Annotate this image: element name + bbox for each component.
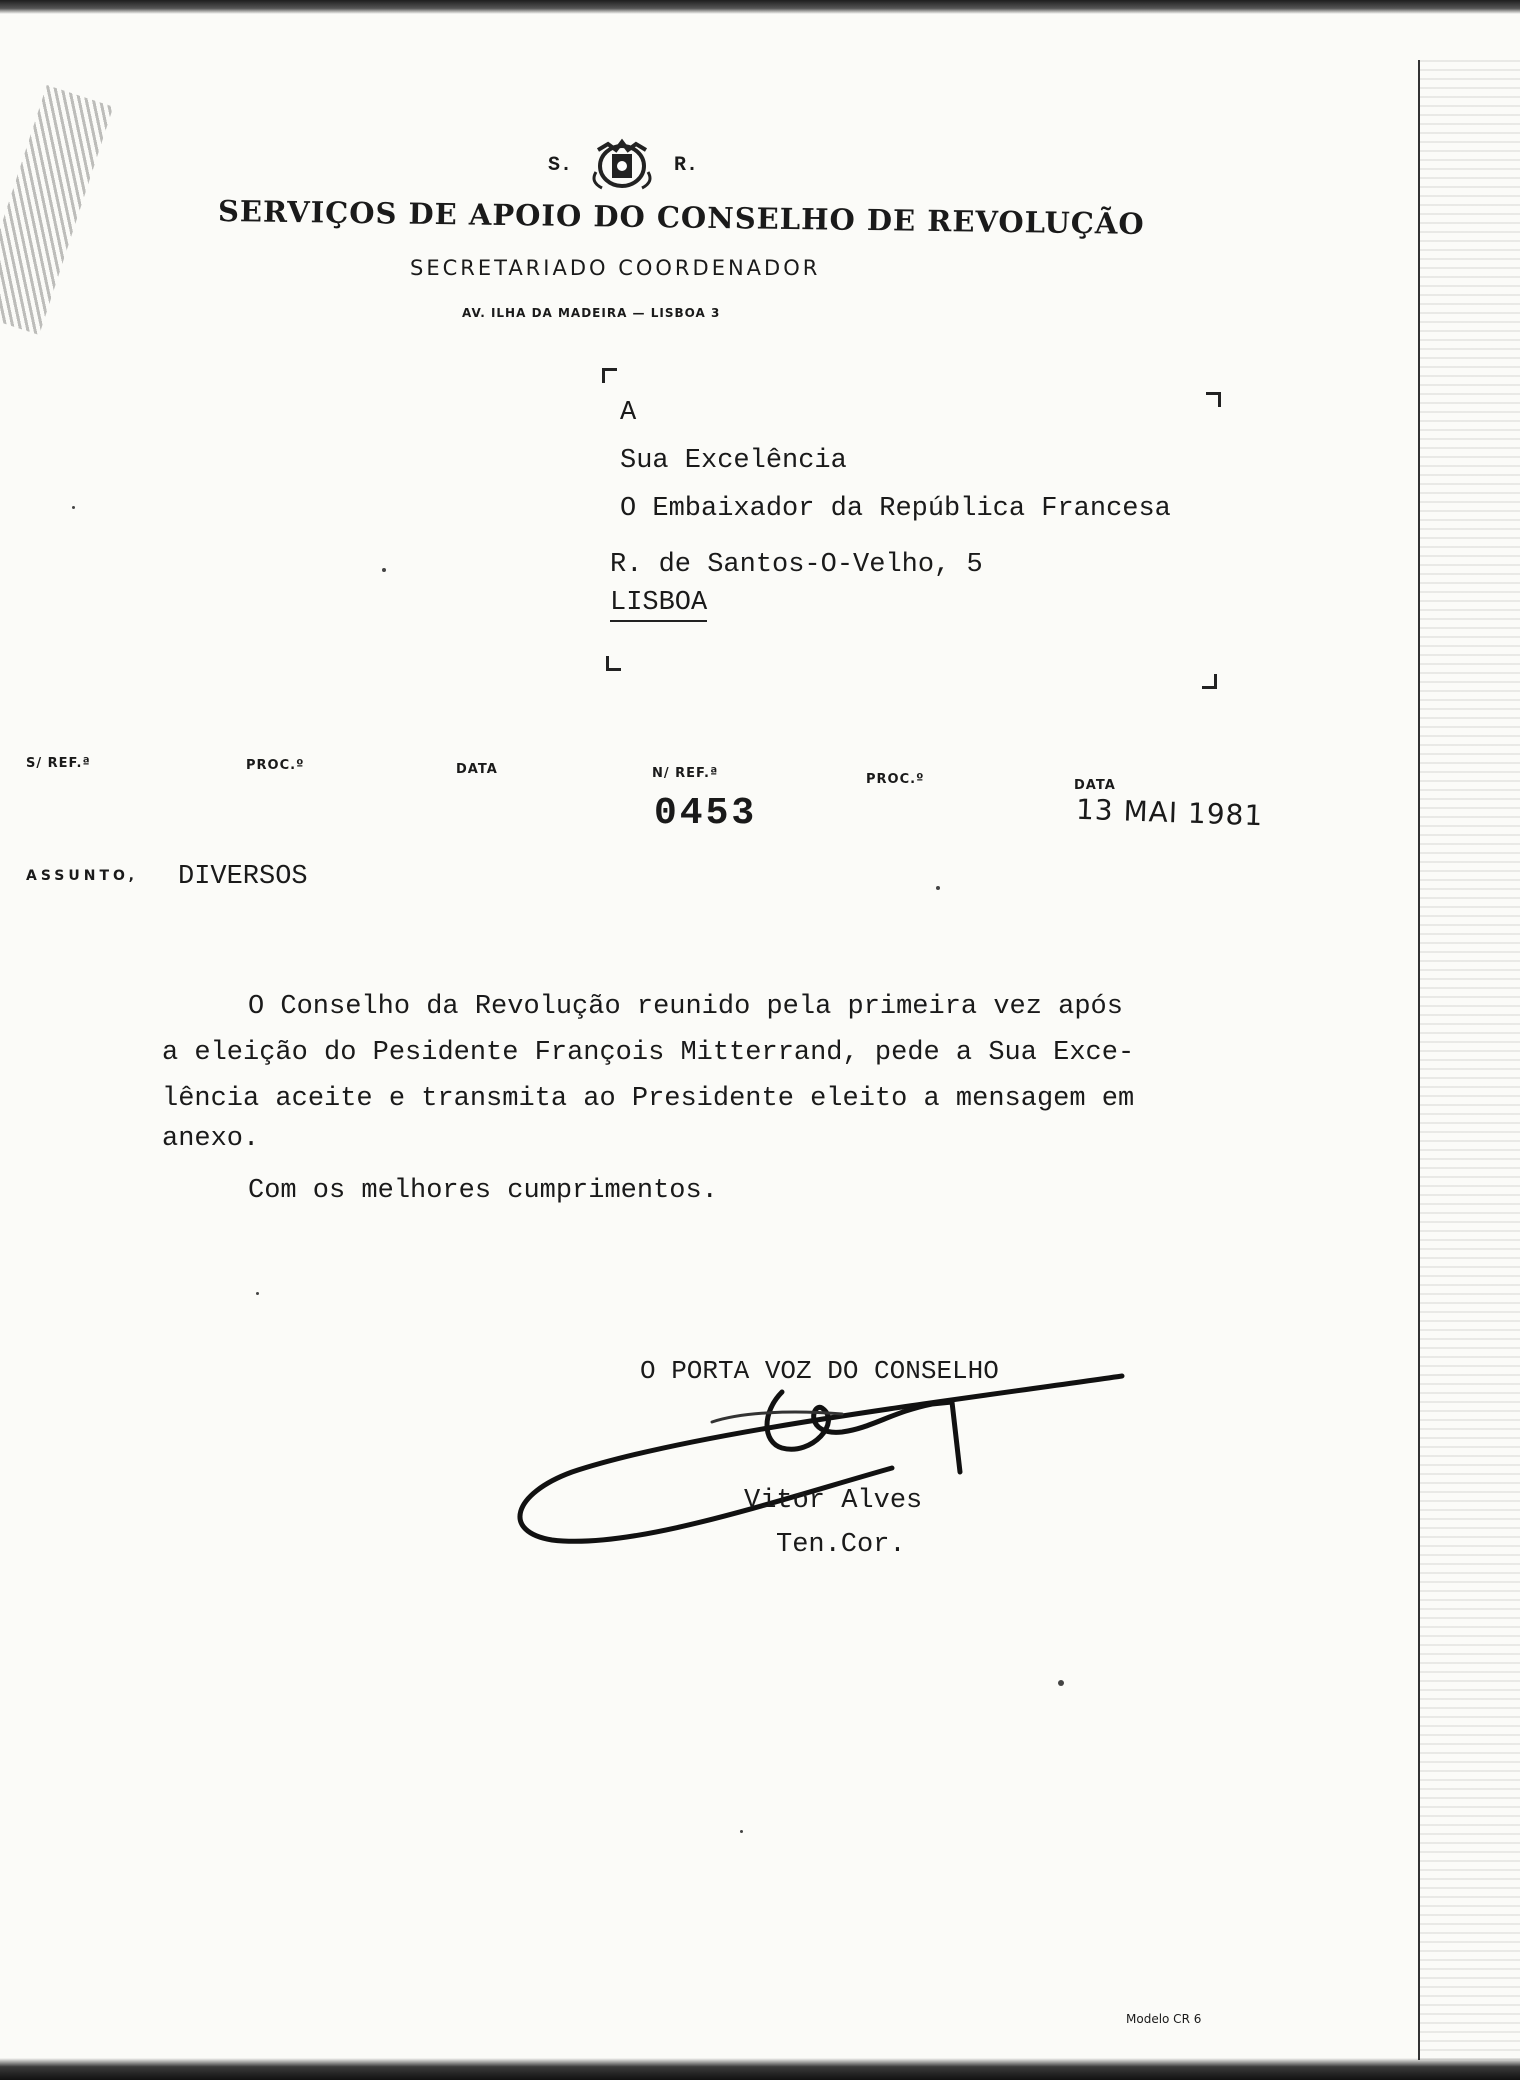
recipient-line-2: Sua Excelência	[620, 446, 847, 476]
letterhead-address: AV. ILHA DA MADEIRA — LISBOA 3	[462, 306, 721, 320]
scan-speck	[740, 1830, 743, 1833]
scan-top-edge	[0, 0, 1520, 14]
recipient-line-3: O Embaixador da República Francesa	[620, 494, 1171, 524]
recipient-line-1: A	[620, 398, 637, 428]
reference-date-stamp: 13 MAI 1981	[1075, 792, 1264, 833]
scan-bottom-edge	[0, 2058, 1520, 2080]
scan-right-edge	[1418, 60, 1520, 2060]
scan-speck	[936, 886, 940, 890]
signatory-title: O PORTA VOZ DO CONSELHO	[640, 1356, 999, 1386]
page-fold-line	[1418, 60, 1420, 2060]
letterhead-subtitle: SECRETARIADO COORDENADOR	[410, 256, 821, 280]
signatory-rank: Ten.Cor.	[776, 1530, 906, 1560]
window-corner-top-right	[1206, 392, 1221, 407]
subject-value: DIVERSOS	[178, 862, 308, 892]
letterhead-title: SERVIÇOS DE APOIO DO CONSELHO DE REVOLUÇÃO	[217, 194, 1145, 241]
window-corner-bottom-left	[606, 656, 621, 671]
scan-speck	[382, 568, 386, 572]
proc-label-2: PROC.º	[866, 772, 925, 787]
handwritten-signature	[512, 1352, 1132, 1552]
n-ref-label: N/ REF.ª	[652, 766, 719, 781]
data-label-1: DATA	[456, 762, 498, 777]
coat-of-arms-icon	[588, 136, 656, 194]
body-line-3: lência aceite e transmita ao Presidente eleito a mensagem em	[162, 1084, 1135, 1114]
recipient-line-5: LISBOA	[610, 588, 707, 622]
s-ref-label: S/ REF.ª	[26, 756, 91, 771]
proc-label-1: PROC.º	[246, 758, 305, 773]
body-line-4: anexo.	[162, 1124, 260, 1154]
data-label-2: DATA	[1074, 778, 1116, 793]
scan-speck	[256, 1292, 259, 1295]
letterhead-mark-right: R.	[673, 154, 698, 177]
scan-speck	[1058, 1680, 1064, 1686]
subject-label: ASSUNTO,	[26, 868, 138, 884]
recipient-line-4: R. de Santos-O-Velho, 5	[610, 550, 983, 580]
closing-line: Com os melhores cumprimentos.	[248, 1176, 718, 1206]
window-corner-top-left	[602, 368, 617, 383]
body-line-1: O Conselho da Revolução reunido pela primeira vez após	[248, 992, 1123, 1022]
window-corner-bottom-right	[1202, 674, 1217, 689]
body-line-2: a eleição do Pesidente François Mitterrand, pede a Sua Exce-	[162, 1038, 1135, 1068]
scan-left-smudge	[0, 85, 113, 335]
n-ref-number: 0453	[654, 792, 758, 835]
scan-speck	[72, 506, 75, 509]
letterhead-mark-left: S.	[548, 154, 573, 177]
form-model-number: Modelo CR 6	[1126, 2012, 1202, 2026]
signatory-name: Vitor Alves	[744, 1486, 923, 1516]
